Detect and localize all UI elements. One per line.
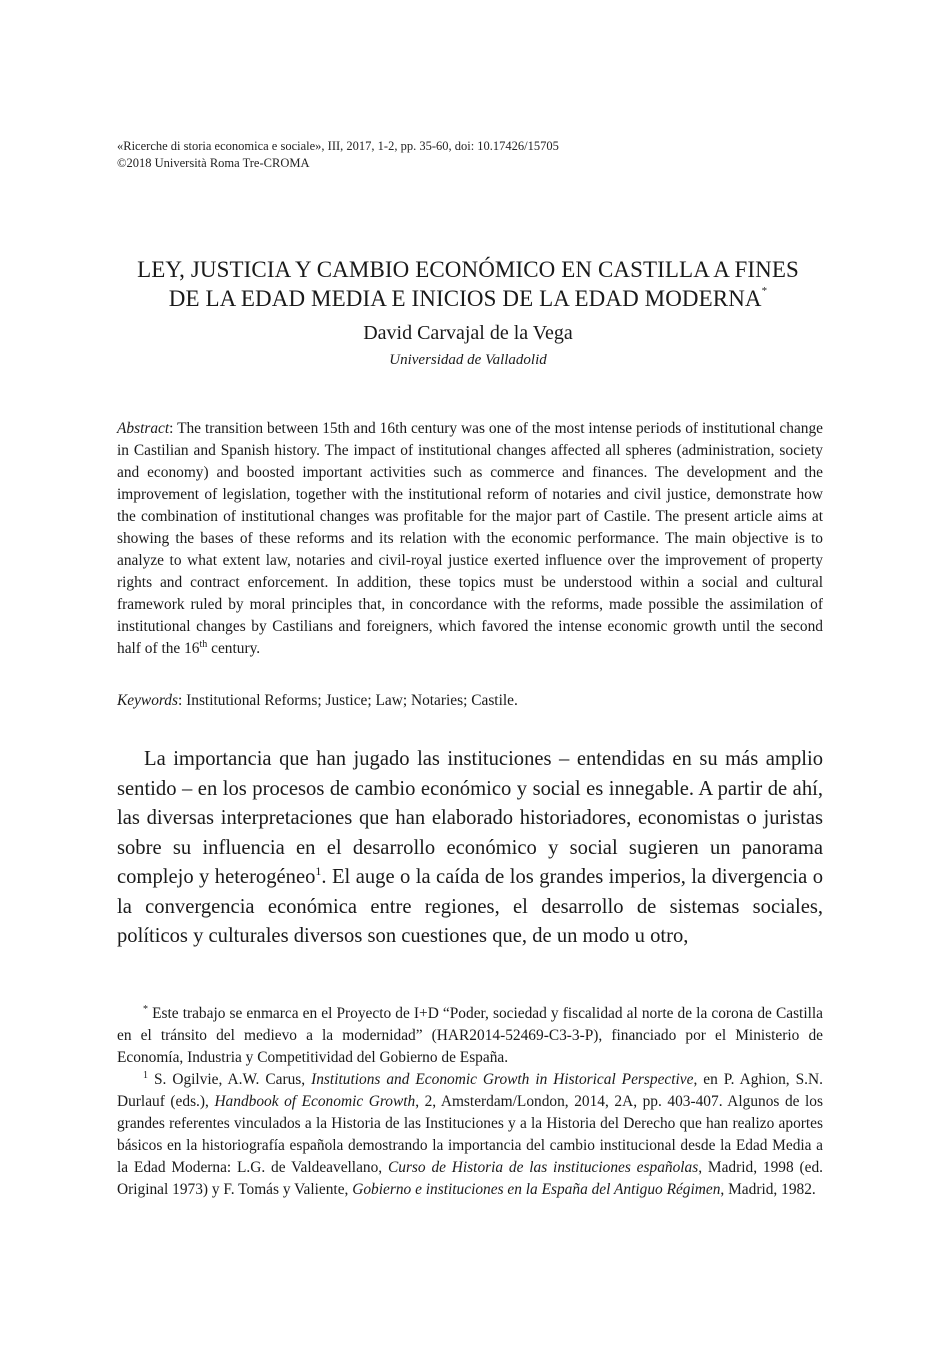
abstract-label: Abstract bbox=[117, 420, 170, 437]
abstract bbox=[117, 418, 823, 660]
title-line-2-text: DE LA EDAD MEDIA E INICIOS DE LA EDAD MODERNA bbox=[168, 286, 762, 311]
title-footnote-mark[interactable]: * bbox=[761, 285, 768, 297]
title-line-1: LEY, JUSTICIA Y CAMBIO ECONÓMICO EN CASTILLA A FINES bbox=[137, 257, 799, 282]
journal-header bbox=[117, 138, 559, 172]
footnote-1-title-2: Handbook of Economic Growth bbox=[214, 1093, 416, 1110]
abstract-text-end: century. bbox=[207, 640, 261, 657]
footnote-ref-1[interactable]: 1 bbox=[315, 864, 322, 878]
keywords-label: Keywords bbox=[117, 692, 178, 709]
footnote-1 bbox=[117, 1069, 823, 1201]
footnote-1-title-1: Institutions and Economic Growth in Historical Perspective bbox=[311, 1071, 694, 1088]
article-title bbox=[100, 255, 836, 313]
body-text-end: . El auge o la caída de los grandes imperios, la divergencia o la convergencia económica entre regiones, el desarrollo de sistemas sociales, políticos y culturales diversos son cuestiones que, de un modo u otro, bbox=[117, 866, 823, 947]
abstract-text: : The transition between 15th and 16th century was one of the most intense periods of institutional change in Castilian and Spanish history. The impact of institutional changes affected all spheres (administration, society and economy) and boosted important activities such as commerce and finances. The development and the improvement of legislation, together with the institutional reform of notaries and civil justice, demonstrate how the combination of institutional changes was profitable for the major part of Castile. The present article aims at showing the bases of these reforms and its relation with the economic performance. The main objective is to analyze to what extent law, notaries and civil-royal justice exerted influence over the improvement of property rights and contract enforcement. In addition, these topics must be understood within a social and cultural framework ruled by moral principles that, in concordance with the reforms, made possible the assimilation of institutional changes by Castilians and foreigners, which favored the intense economic growth until the second half of the 16 bbox=[117, 420, 823, 657]
footnote-1-part-4: , Madrid, 1998 (ed. Original 1973) y F. Tomás y Valiente, bbox=[117, 1159, 823, 1198]
copyright-line: ©2018 Università Roma Tre-CROMA bbox=[117, 156, 310, 170]
journal-citation: «Ricerche di storia economica e sociale», III, 2017, 1-2, pp. 35-60, doi: 10.17426/15705 bbox=[117, 139, 559, 153]
body-paragraph bbox=[117, 745, 823, 952]
body-text-start: La importancia que han jugado las instituciones – entendidas en su más amplio sentido – en los procesos de cambio económico y social es innegable. A partir de ahí, las diversas interpretaciones que han elaborado historiadores, economistas o juristas sobre su influencia en el desarrollo económico y social sugieren un panorama complejo y heterogéneo bbox=[117, 748, 823, 888]
author-name: David Carvajal de la Vega bbox=[363, 322, 573, 344]
footnote-star-text: Este trabajo se enmarca en el Proyecto de I+D “Poder, sociedad y fiscalidad al norte de la corona de Castilla en el tránsito del medievo a la modernidad” (HAR2014-52469-C3-3-P), financiado por el Ministerio de Economía, Industria y Competitividad del Gobierno de España. bbox=[117, 1005, 823, 1066]
footnote-star-mark: * bbox=[143, 1004, 148, 1015]
footnote-star bbox=[117, 1003, 823, 1069]
author-affiliation: Universidad de Valladolid bbox=[389, 352, 547, 368]
footnote-1-part-2: , en P. Aghion, S.N. Durlauf (eds.), bbox=[117, 1071, 823, 1110]
abstract-superscript: th bbox=[199, 639, 208, 650]
keywords-text: : Institutional Reforms; Justice; Law; Notaries; Castile. bbox=[178, 692, 518, 709]
footnote-1-mark: 1 bbox=[143, 1070, 148, 1081]
footnote-1-part-3: , 2, Amsterdam/London, 2014, 2A, pp. 403-407. Algunos de los grandes referentes vinculados a la Historia de las Instituciones y a la Historia del Derecho que han realizo aportes básicos en la historiografía española demostrando la importancia del cambio institucional desde la Edad Media a la Edad Moderna: L.G. de Valdeavellano, bbox=[117, 1093, 823, 1176]
keywords bbox=[117, 690, 823, 712]
footnote-1-title-4: Gobierno e instituciones en la España del Antiguo Régimen bbox=[352, 1181, 721, 1198]
title-line-2 bbox=[100, 284, 836, 313]
footnote-1-part-1: S. Ogilvie, A.W. Carus, bbox=[148, 1071, 312, 1088]
footnote-1-part-5: , Madrid, 1982. bbox=[720, 1181, 816, 1198]
footnotes bbox=[117, 1003, 823, 1201]
footnote-1-title-3: Curso de Historia de las instituciones españolas bbox=[387, 1159, 699, 1176]
